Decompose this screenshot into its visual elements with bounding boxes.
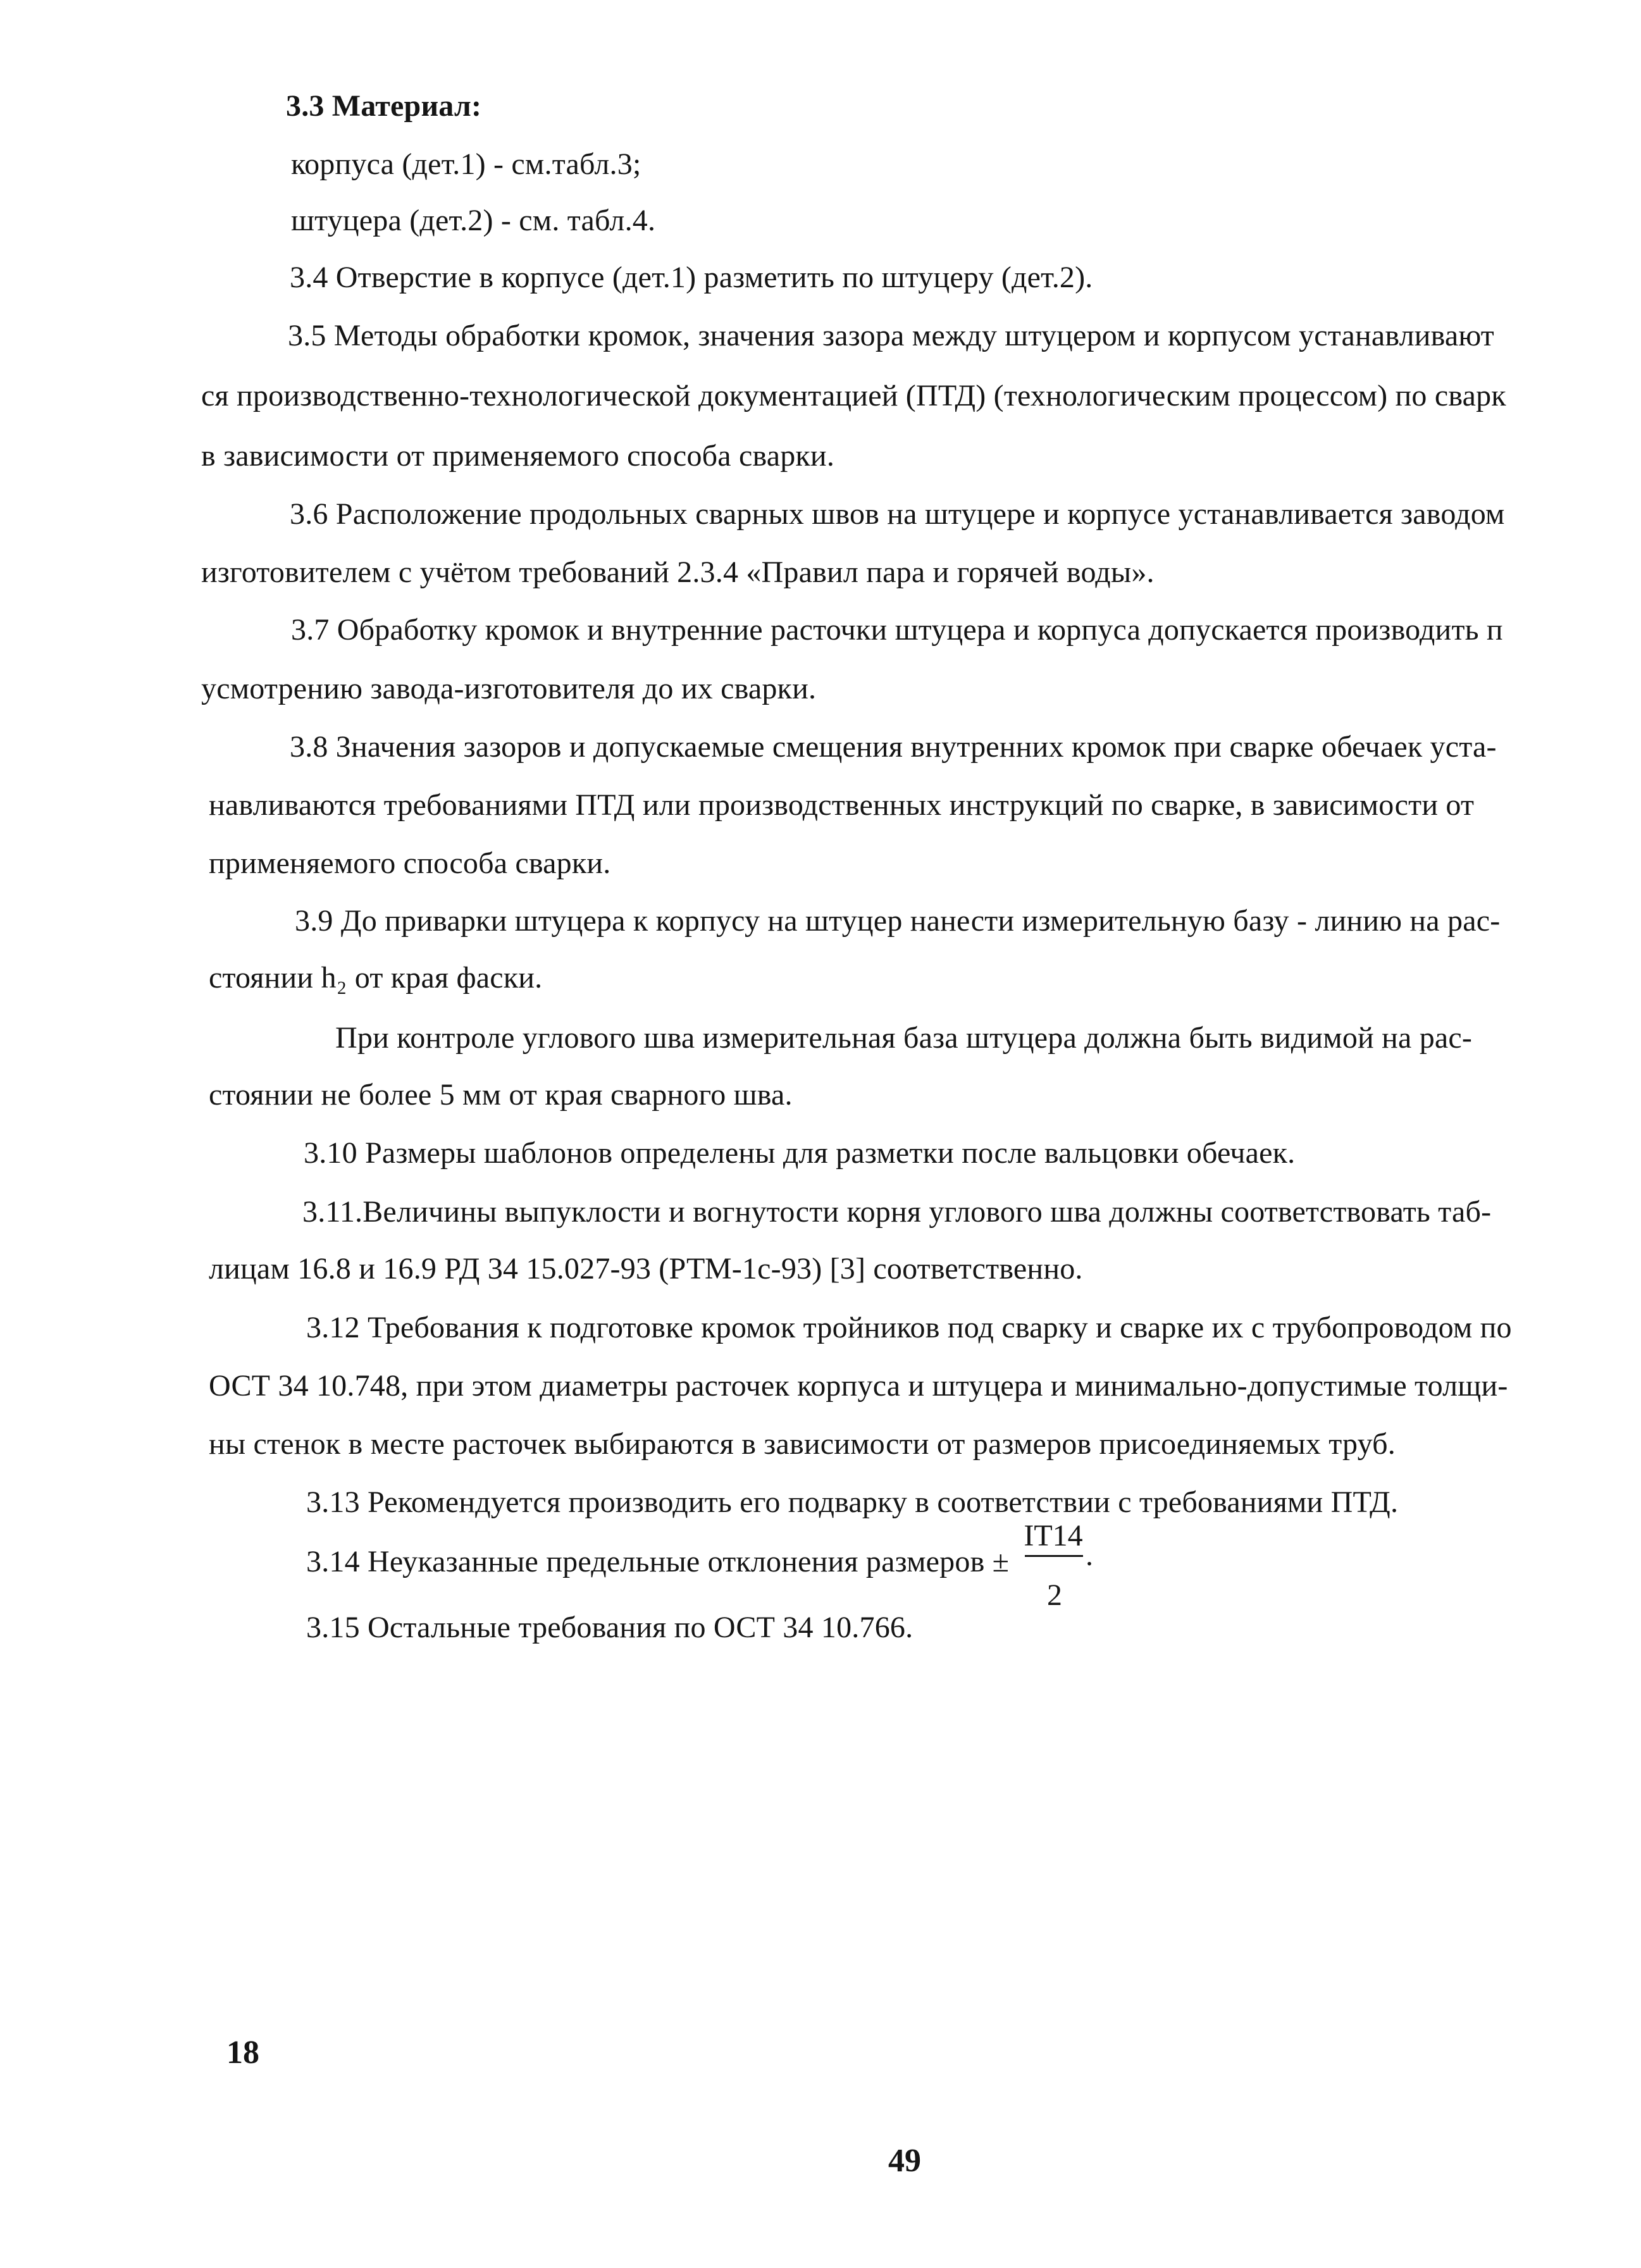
section-3-5-line-2: ся производственно-технологической документацией (ПТД) (технологическим процессом) по сварк [201,379,1506,412]
control-paragraph-line-2: стоянии не более 5 мм от края сварного шва. [209,1078,793,1112]
fraction-trailing-period: . [1086,1539,1094,1572]
fraction-bar [1025,1555,1083,1557]
section-3-11-line-1: 3.11.Величины выпуклости и вогнутости корня углового шва должны соответствовать таб- [302,1195,1492,1229]
section-3-15: 3.15 Остальные требования по ОСТ 34 10.766. [306,1611,913,1644]
material-nozzle-line: штуцера (дет.2) - см. табл.4. [291,204,656,237]
section-3-8-line-1: 3.8 Значения зазоров и допускаемые смещения внутренних кромок при сварке обечаек уста- [290,730,1497,764]
section-3-8-line-2: навливаются требованиями ПТД или производственных инструкций по сварке, в зависимости от [209,788,1475,822]
section-3-4: 3.4 Отверстие в корпусе (дет.1) разметить по штуцеру (дет.2). [290,261,1093,294]
control-paragraph-line-1: При контроле углового шва измерительная база штуцера должна быть видимой на рас- [335,1021,1473,1055]
section-3-12-line-2: ОСТ 34 10.748, при этом диаметры расточек корпуса и штуцера и минимально-допустимые толщи- [209,1369,1508,1403]
section-3-7-line-2: усмотрению завода-изготовителя до их сварки. [201,672,817,705]
page-number-center: 49 [888,2143,921,2179]
section-3-9-line-2: стоянии h₂ от края фаски. [209,961,543,995]
section-3-3-heading: 3.3 Материал: [286,89,482,123]
fraction-denominator: 2 [1047,1578,1062,1612]
section-3-13: 3.13 Рекомендуется производить его подварку в соответствии с требованиями ПТД. [306,1485,1399,1519]
fraction-numerator: IT14 [1024,1519,1083,1552]
section-3-11-line-2: лицам 16.8 и 16.9 РД 34 15.027-93 (РТМ-1с-93) [3] соответственно. [209,1252,1083,1286]
section-3-8-line-3: применяемого способа сварки. [209,846,611,880]
section-3-7-line-1: 3.7 Обработку кромок и внутренние расточки штуцера и корпуса допускается производить п [291,613,1503,647]
section-3-9-line-1: 3.9 До приварки штуцера к корпусу на штуцер нанести измерительную базу - линию на рас- [295,904,1501,938]
section-3-6-line-1: 3.6 Расположение продольных сварных швов на штуцере и корпусе устанавливается заводом [290,497,1505,531]
section-3-6-line-2: изготовителем с учётом требований 2.3.4 «Правил пара и горячей воды». [201,555,1155,589]
section-3-10: 3.10 Размеры шаблонов определены для разметки после вальцовки обечаек. [304,1136,1296,1170]
page-number-left: 18 [226,2035,259,2071]
material-body-line: корпуса (дет.1) - см.табл.3; [291,147,641,181]
section-3-5-line-1: 3.5 Методы обработки кромок, значения зазора между штуцером и корпусом устанавливают [288,319,1494,352]
section-3-5-line-3: в зависимости от применяемого способа сварки. [201,439,835,473]
section-3-12-line-3: ны стенок в месте расточек выбираются в зависимости от размеров присоединяемых труб. [209,1427,1396,1461]
section-3-12-line-1: 3.12 Требования к подготовке кромок тройников под сварку и сварке их с трубопроводом по [306,1311,1512,1344]
section-3-14: 3.14 Неуказанные предельные отклонения размеров ± [306,1545,1010,1578]
